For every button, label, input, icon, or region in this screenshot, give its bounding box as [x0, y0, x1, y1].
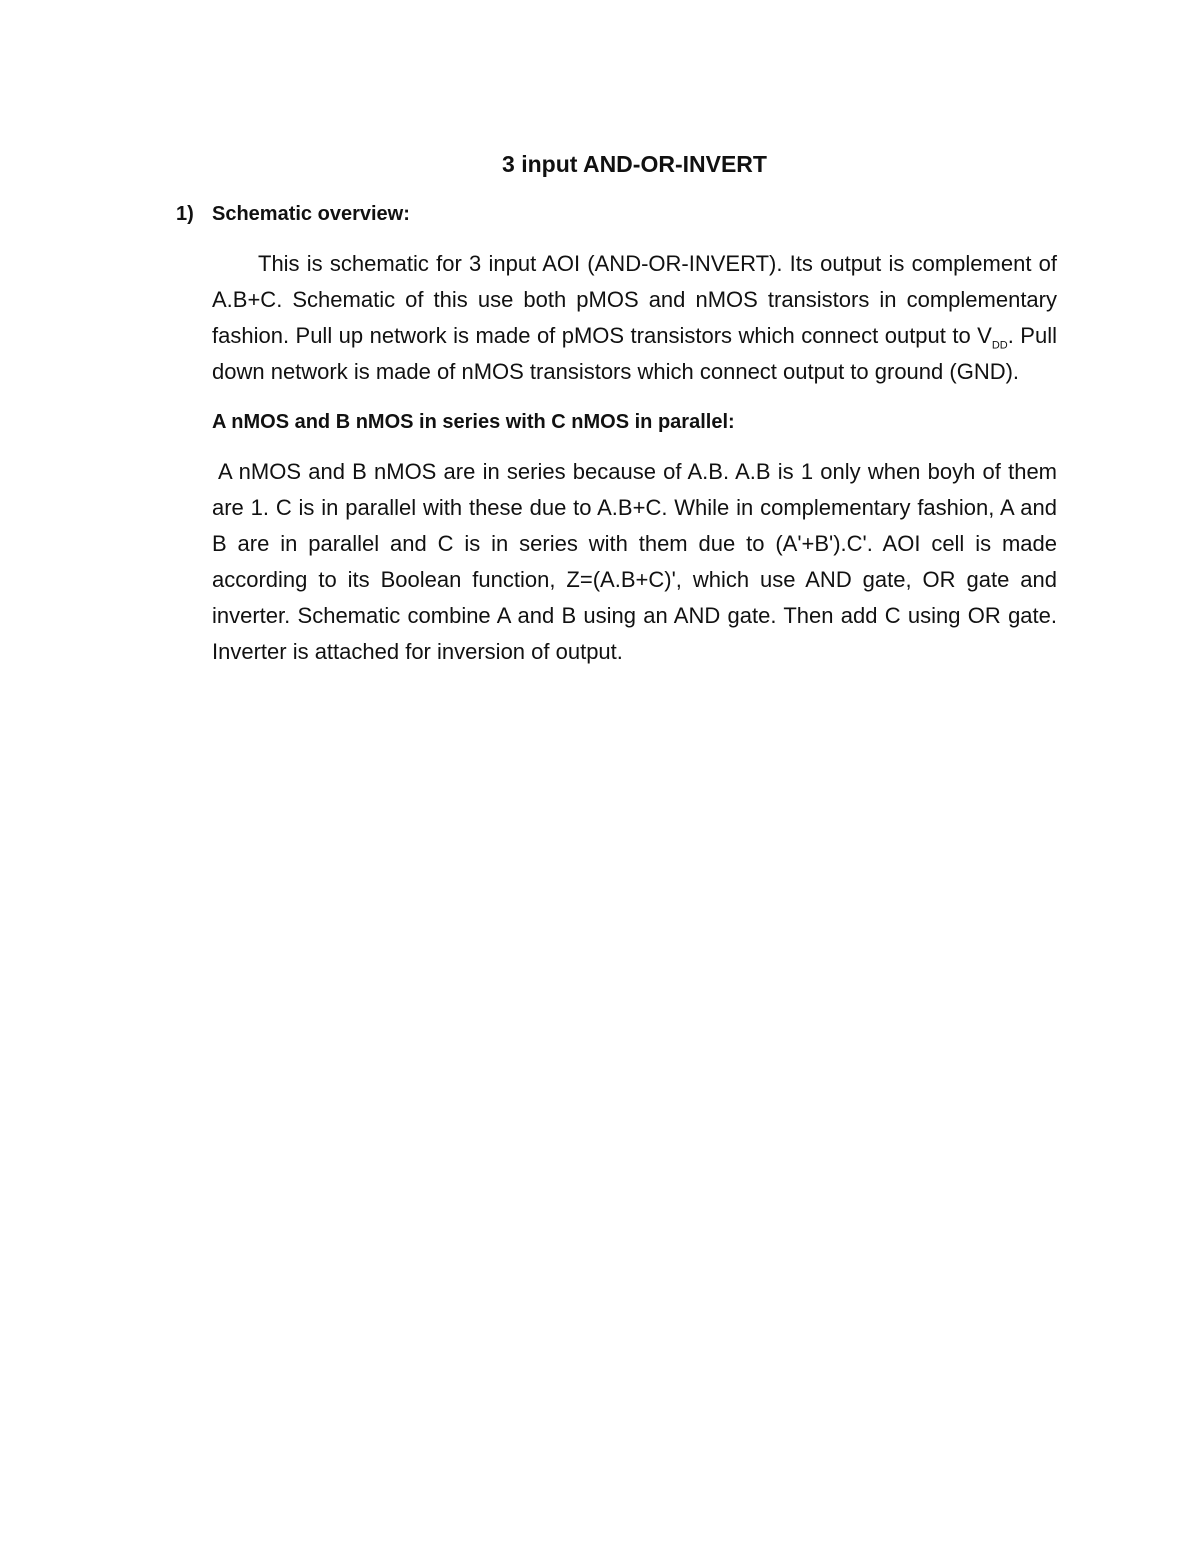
document-content — [176, 146, 1057, 670]
paragraph-overview-text-2: . Pull down network is made of nMOS transistors which connect output to ground (GND). — [212, 323, 1057, 384]
paragraph-overview — [212, 246, 1057, 390]
vdd-subscript: DD — [991, 339, 1008, 352]
section-heading — [176, 196, 1057, 232]
section-heading-text: Schematic overview: — [212, 203, 410, 225]
document-title: 3 input AND-OR-INVERT — [502, 151, 767, 177]
section-number: 1) — [176, 203, 194, 225]
paragraph-overview-text-1: This is schematic for 3 input AOI (AND-OR-INVERT). Its output is complement of A.B+C. Schematic of this use both pMOS and nMOS transistors in complementary fashion. Pull up network is made of pMOS transistors which connect output to V — [212, 251, 1057, 348]
subheading-series-parallel: A nMOS and B nMOS in series with C nMOS in parallel: — [212, 411, 735, 433]
paragraph-series-parallel: A nMOS and B nMOS are in series because of A.B. A.B is 1 only when boyh of them are 1. C is in parallel with these due to A.B+C. While in complementary fashion, A and B are in parallel and C is in series with them due to (A'+B').C'. AOI cell is made according to its Boolean function, Z=(A.B+C)', which use AND gate, OR gate and inverter. Schematic combine A and B using an AND gate. Then add C using OR gate. Inverter is attached for inversion of output. — [212, 459, 1057, 664]
